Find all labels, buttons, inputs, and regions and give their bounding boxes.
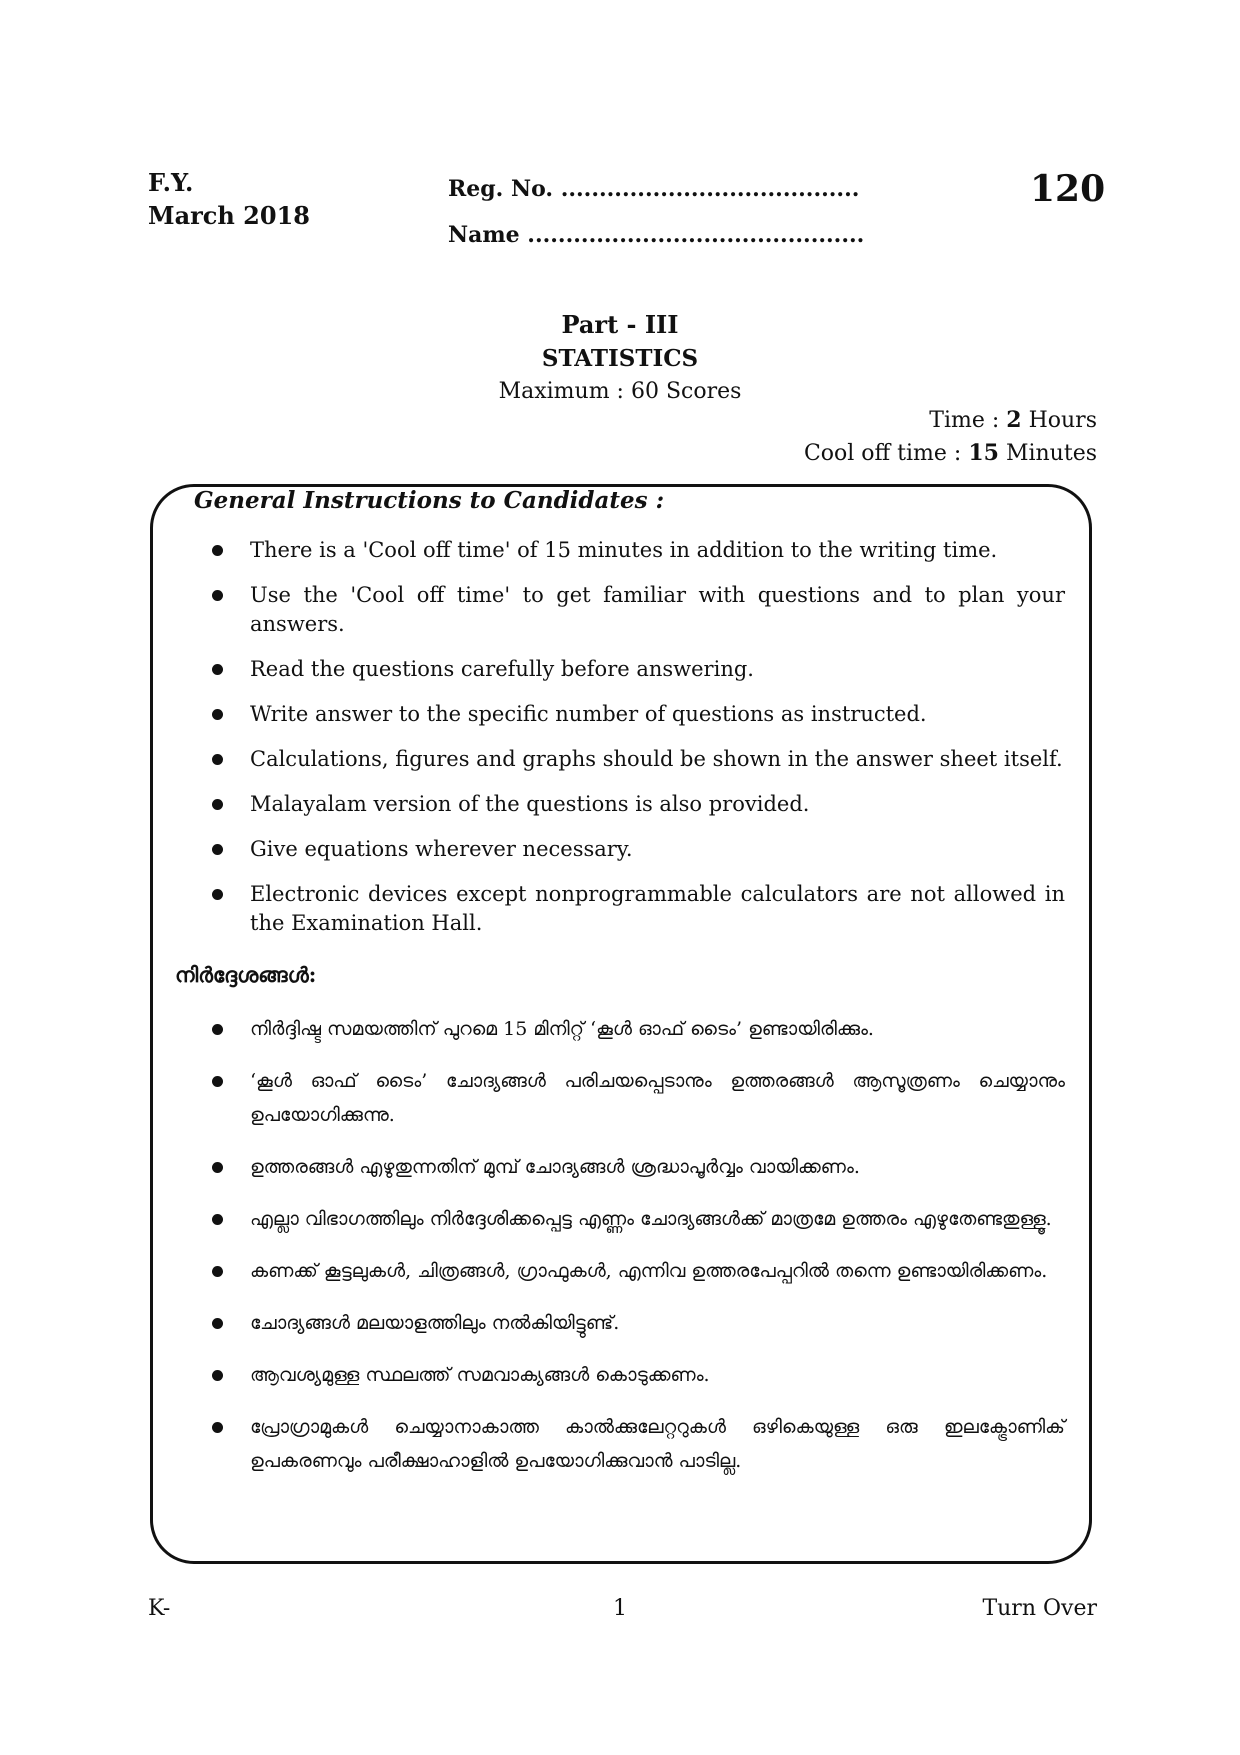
bullet-icon xyxy=(212,1076,223,1087)
cooloff-value: 15 xyxy=(968,440,999,466)
bullet-icon xyxy=(212,1318,223,1329)
bullet-icon xyxy=(212,709,223,720)
bullet-icon xyxy=(212,545,223,556)
list-item: Use the 'Cool off time' to get familiar with questions and to plan your answers. xyxy=(205,581,1065,639)
bullet-icon xyxy=(212,590,223,601)
bullet-icon xyxy=(212,844,223,855)
exam-header-left xyxy=(148,166,310,232)
session-label: March 2018 xyxy=(148,201,310,230)
bullet-icon xyxy=(212,1162,223,1173)
list-item: ‘കൂൾ ഓഫ് ടൈം’ ചോദ്യങ്ങൾ പരിചയപ്പെടാനും ഉത്തരങ്ങൾ ആസൂത്രണം ചെയ്യാനും ഉപയോഗിക്കുന്നു. xyxy=(205,1064,1065,1132)
english-instructions-list xyxy=(205,536,1065,954)
name-field: Name ............................................ xyxy=(448,222,865,248)
bullet-icon xyxy=(212,889,223,900)
time-line xyxy=(929,407,1097,433)
time-label: Time : xyxy=(929,408,1007,433)
time-value: 2 xyxy=(1006,407,1022,433)
reg-no-field: Reg. No. ....................................... xyxy=(448,176,860,202)
turn-over-label: Turn Over xyxy=(982,1596,1097,1621)
part-heading: Part - III xyxy=(561,310,679,339)
list-item: നിർദ്ദിഷ്ട സമയത്തിന് പുറമെ 15 മിനിറ്റ് ‘കൂൾ ഓഫ് ടൈം’ ഉണ്ടായിരിക്കും. xyxy=(205,1012,1065,1046)
bullet-icon xyxy=(212,1214,223,1225)
subject-heading: STATISTICS xyxy=(541,345,699,372)
list-item: Calculations, figures and graphs should be shown in the answer sheet itself. xyxy=(205,745,1065,774)
list-item: ചോദ്യങ്ങൾ മലയാളത്തിലും നൽകിയിട്ടുണ്ട്. xyxy=(205,1306,1065,1340)
list-item: Write answer to the specific number of questions as instructed. xyxy=(205,700,1065,729)
time-unit: Hours xyxy=(1021,408,1097,433)
malayalam-instructions-title: നിർദ്ദേശങ്ങൾ: xyxy=(175,962,317,987)
candidate-fields xyxy=(448,166,864,258)
list-item: Read the questions carefully before answering. xyxy=(205,655,1065,684)
list-item: Malayalam version of the questions is also provided. xyxy=(205,790,1065,819)
list-item: There is a 'Cool off time' of 15 minutes in addition to the writing time. xyxy=(205,536,1065,565)
bullet-icon xyxy=(212,664,223,675)
bullet-icon xyxy=(212,1266,223,1277)
question-paper-code: 120 xyxy=(1030,168,1106,210)
list-item: ഉത്തരങ്ങൾ എഴുതുന്നതിന് മുമ്പ് ചോദ്യങ്ങൾ ശ്രദ്ധാപൂർവ്വം വായിക്കണം. xyxy=(205,1150,1065,1184)
malayalam-instructions-list xyxy=(205,1012,1065,1496)
max-score: Maximum : 60 Scores xyxy=(498,379,742,404)
list-item: Electronic devices except nonprogrammable calculators are not allowed in the Examination Hall. xyxy=(205,880,1065,938)
bullet-icon xyxy=(212,1370,223,1381)
instructions-title: General Instructions to Candidates : xyxy=(194,487,665,514)
list-item: എല്ലാ വിഭാഗത്തിലും നിർദ്ദേശിക്കപ്പെട്ട എണ്ണം ചോദ്യങ്ങൾക്ക് മാത്രമേ ഉത്തരം എഴുതേണ്ടതുള്ളൂ. xyxy=(205,1202,1065,1236)
list-item: Give equations wherever necessary. xyxy=(205,835,1065,864)
bullet-icon xyxy=(212,799,223,810)
bullet-icon xyxy=(212,1422,223,1433)
footer-code: K- xyxy=(148,1596,171,1621)
list-item: പ്രോഗ്രാമുകൾ ചെയ്യാനാകാത്ത കാൽക്കുലേറ്ററുകൾ ഒഴികെയുള്ള ഒരു ഇലക്ട്രോണിക് ഉപകരണവും പരീക്ഷാഹാളിൽ ഉപയോഗിക്കുവാൻ പാടില്ല. xyxy=(205,1410,1065,1478)
bullet-icon xyxy=(212,754,223,765)
stream-label: F.Y. xyxy=(148,168,194,197)
page-number: 1 xyxy=(613,1596,627,1621)
cooloff-line xyxy=(804,440,1097,466)
list-item: ആവശ്യമുള്ള സ്ഥലത്ത് സമവാക്യങ്ങൾ കൊടുക്കണം. xyxy=(205,1358,1065,1392)
bullet-icon xyxy=(212,1024,223,1035)
list-item: കണക്ക് കൂട്ടലുകൾ, ചിത്രങ്ങൾ, ഗ്രാഫുകൾ, എന്നിവ ഉത്തരപേപ്പറിൽ തന്നെ ഉണ്ടായിരിക്കണം. xyxy=(205,1254,1065,1288)
cooloff-label: Cool off time : xyxy=(803,441,969,466)
cooloff-unit: Minutes xyxy=(998,441,1097,466)
